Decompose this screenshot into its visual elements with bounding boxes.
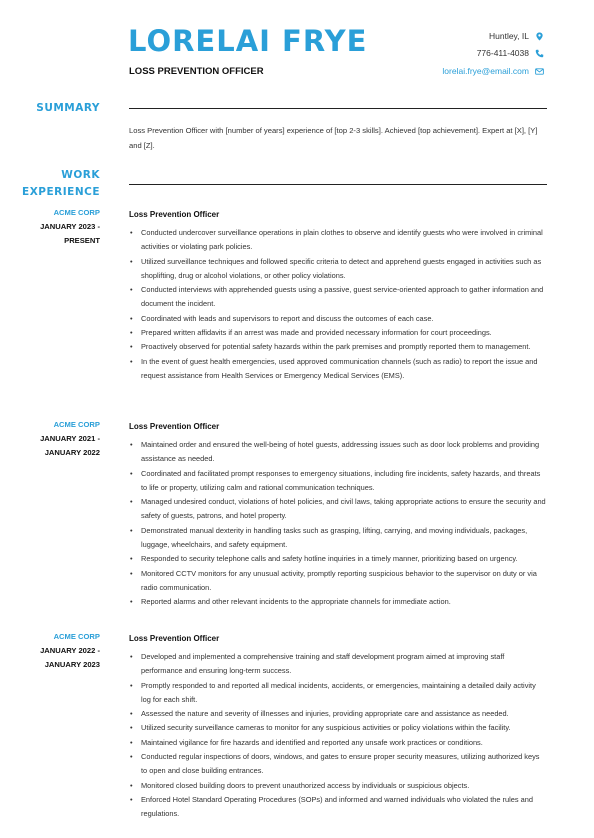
job-dates-start: JANUARY 2021 - [40, 434, 100, 443]
list-item: • Conducted interviews with apprehended guests using a passive, guest service-oriented approach to gather information and document the incident. [129, 283, 547, 312]
list-item: • Reported alarms and other relevant incidents to the appropriate channels for immediate action. [129, 595, 547, 609]
job-dates-start: JANUARY 2022 - [40, 646, 100, 655]
contact-email[interactable] [442, 66, 544, 76]
list-item: • Maintained vigilance for fire hazards and identified and reported any unsafe work practices or conditions. [129, 736, 547, 750]
email-icon [535, 67, 544, 76]
job-dates [0, 220, 100, 247]
contact-phone [477, 48, 544, 58]
list-item: • Maintained order and ensured the well-being of hotel guests, addressing issues such as door lock problems and providing assistance as needed. [129, 438, 547, 467]
list-item: • Proactively observed for potential safety hazards within the park premises and promptly reported them to management. [129, 340, 547, 354]
list-item: • Utilized security surveillance cameras to monitor for any suspicious activities or policy violations within the facility. [129, 721, 547, 735]
location-text: Huntley, IL [488, 31, 529, 41]
job-dates-end: JANUARY 2022 [44, 447, 100, 457]
job-company: ACME CORP [53, 420, 100, 429]
location-pin-icon [535, 32, 544, 41]
experience-divider [129, 184, 547, 185]
job-dates-end: JANUARY 2023 [44, 659, 100, 669]
summary-text: Loss Prevention Officer with [number of years] experience of [top 2-3 skills]. Achieved [top achievement]. Expert at [X], [Y] and [Z]. [129, 126, 538, 150]
work-experience-heading [0, 167, 100, 201]
work-experience-heading-line1: WORK [61, 169, 100, 181]
list-item: • Conducted regular inspections of doors, windows, and gates to ensure proper security measures, utilizing authorized keys to open and close building entrances. [129, 750, 547, 779]
list-item: • Responded to security telephone calls and safety hotline inquiries in a timely manner, prioritizing based on urgency. [129, 552, 547, 566]
contact-location [489, 31, 544, 41]
phone-text: 776-411-4038 [476, 48, 529, 58]
phone-icon [535, 49, 544, 58]
list-item: • Promptly responded to and reported all medical incidents, accidents, or emergencies, maintaining a detailed daily activity log for each shift. [129, 679, 547, 708]
list-item: • Coordinated with leads and supervisors to report and discuss the outcomes of each case. [129, 312, 547, 326]
job-dates-end: PRESENT [64, 235, 100, 245]
job-company: ACME CORP [53, 208, 100, 217]
list-item: • Managed undesired conduct, violations of hotel policies, and civil laws, taking appropriate actions to ensure the security and safety of guests, patrons, and hotel property. [129, 495, 547, 524]
job-dates-start: JANUARY 2023 - [40, 222, 100, 231]
list-item: • Assessed the nature and severity of illnesses and injuries, providing appropriate care and assistance as needed. [129, 707, 547, 721]
job-bullets [129, 650, 547, 822]
job-subtitle: LOSS PREVENTION OFFICER [129, 66, 264, 77]
list-item: • Conducted undercover surveillance operations in plain clothes to observe and identify guests who were involved in criminal activities or violating park policies. [129, 226, 547, 255]
job-title: Loss Prevention Officer [129, 634, 220, 643]
job-title: Loss Prevention Officer [129, 422, 220, 431]
candidate-name: LORELAI FRYE [128, 24, 368, 58]
list-item: • Monitored closed building doors to prevent unauthorized access by individuals or suspicious objects. [129, 779, 547, 793]
job-title: Loss Prevention Officer [129, 210, 220, 219]
job-bullets [129, 438, 547, 610]
list-item: • In the event of guest health emergencies, used approved communication channels (such as radio) to report the issue and request assistance from Health Services or Emergency Medical Services (EMS). [129, 355, 547, 384]
work-experience-heading-line2: EXPERIENCE [22, 186, 100, 198]
job-dates [0, 432, 100, 459]
job-dates [0, 644, 100, 671]
list-item: • Prepared written affidavits if an arrest was made and provided necessary information for court proceedings. [129, 326, 547, 340]
list-item: • Utilized surveillance techniques and followed specific criteria to detect and apprehend guests engaged in activities such as shoplifting, drug or alcohol violations, or other policy violations. [129, 255, 547, 284]
email-text[interactable]: lorelai.frye@email.com [442, 66, 529, 76]
summary-divider [129, 108, 547, 109]
summary-heading: SUMMARY [36, 102, 100, 114]
list-item: • Developed and implemented a comprehensive training and staff development program aimed at improving staff performance and ensuring long-term success. [129, 650, 547, 679]
list-item: • Demonstrated manual dexterity in handling tasks such as grasping, lifting, carrying, and moving individuals, packages, luggage, wheelchairs, and safety equipment. [129, 524, 547, 553]
job-company: ACME CORP [53, 632, 100, 641]
job-bullets [129, 226, 547, 383]
list-item: • Enforced Hotel Standard Operating Procedures (SOPs) and informed and warned individuals who violated the rules and regulations. [129, 793, 547, 822]
list-item: • Coordinated and facilitated prompt responses to emergency situations, including fire incidents, safety hazards, and threats to life or property, utilizing calm and rational communication techniques. [129, 467, 547, 496]
list-item: • Monitored CCTV monitors for any unusual activity, promptly reporting suspicious behavior to the supervisor on duty or via radio communication. [129, 567, 547, 596]
